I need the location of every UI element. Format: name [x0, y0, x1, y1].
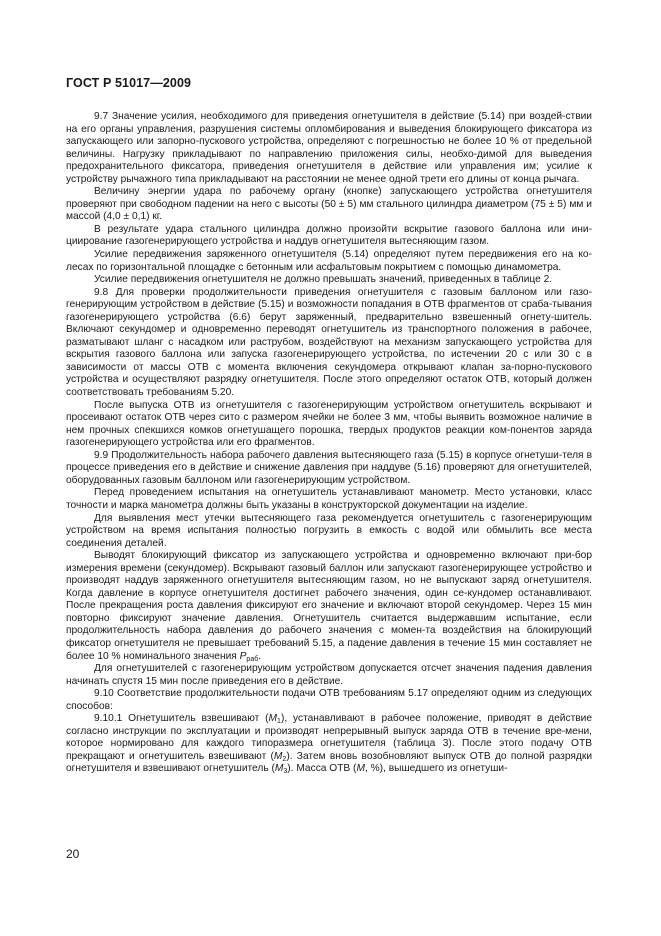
page-number: 20	[66, 847, 80, 861]
paragraph-movement-force: Усилие передвижения заряженного огнетушителя (5.14) определяют путем передвижения его на ко-лесах по горизонтальной площадке с бетонным или асфальтовым покрытием с помощью динамометра.	[66, 249, 592, 273]
mass-symbol: M	[274, 763, 284, 775]
paragraph-9-8: 9.8 Для проверки продолжительности приведения огнетушителя с газовым баллоном или газо-генерирующим устройством в действие (5.15) и возможности попадания в ОТВ фрагментов от сраба-тывания газогенерирующего устройства (6.6) берут заряженный, предварительно взвешенный огнету-шитель. Включают секундомер и одновременно переводят огнетушитель из транспортного положения в рабочее, разматывают шланг с насадком или раструбом, воздействуют на механизм запускающего устройства для вскрытия газового баллона или запуска газогенерирующего устройства, по истечении 20 с или 30 с в зависимости от массы ОТВ с момента включения секундомера открывают клапан за-порно-пускового устройства и осуществляют разрядку огнетушителя. После этого определяют остаток ОТВ, который должен соответствовать требованиям 5.20.	[66, 286, 592, 399]
paragraph-9-7: 9.7 Значение усилия, необходимого для приведения огнетушителя в действие (5.14) при воздей-ствии на его органы управления, разрушения системы опломбирования и выведения блокирующего фиксатора из запускающего или запорно-пускового устройства, определяют с погрешностью не более 10 % от предельной величины. Нагрузку прикладывают по направлению приложения силы, необхо-димой для выведения предохранительного фиксатора, приведения огнетушителя в действие или управления им; усилие к устройству рычажного типа прикладывают на расстоянии не менее одной трети его длины от конца рычага.	[66, 111, 592, 185]
mass-symbol: M	[268, 713, 278, 725]
text-segment: ). Масса ОТВ (	[287, 763, 357, 775]
pressure-symbol: P	[239, 650, 247, 662]
mass-subscript: 1	[277, 718, 281, 726]
text-segment: ), устанавливают в рабочее положение, приводят в действие согласно инструкции по эксплуатации и производят непрерывный выпуск заряда ОТВ в течение вре-мени, которое нормировано для каждого типоразмера огнетушителя (таблица 3). После этого подачу ОТВ прекращают и огнетушитель взвешивают (	[66, 713, 592, 762]
paragraph-pressure-test	[66, 550, 592, 663]
paragraph-leak-detection: Для выявления мест утечки вытесняющего газа рекомендуется огнетушитель с газогенерирующим устройством на время испытания полностью погрузить в емкость с водой или обмылить все места соединения деталей.	[66, 512, 592, 549]
mass-symbol: M	[356, 763, 365, 775]
document-body	[66, 111, 592, 776]
text-segment: ). Затем вновь возобновляют выпуск ОТВ до полной разрядки огнетушителя и взвешивают огнетушитель (	[66, 750, 593, 775]
pressure-end: .	[258, 650, 262, 662]
pressure-subscript: раб	[246, 655, 259, 663]
pressure-test-text: Выводят блокирующий фиксатор из запускающего устройства и одновременно включают при-бор измерения времени (секундомер). Вскрывают газовый баллон или запускают газогенерирующее устройство и производят наддув заряженного огнетушителя вытесняющим газом, но не выпускают заряд огнетушителя. Когда давление в корпусе огнетушителя достигнет рабочего значения, один се-кундомер останавливают. После прекращения роста давления фиксируют его значение и включают второй секундомер. Через 15 мин повторно фиксируют значение давления. Огнетушитель считается выдержавшим испытание, если продолжительность набора давления до рабочего значения с момен-та воздействия на блокирующий фиксатор огнетушителя не превышает требований 5.15, а падение давления в течение 15 мин составляет не более 10 % номинального значения	[66, 550, 592, 662]
paragraph-manometer: Перед проведением испытания на огнетушитель устанавливают манометр. Место установки, класс точности и марка манометра должны быть указаны в конструкторской документации на изделие.	[66, 487, 592, 511]
paragraph-9-9: 9.9 Продолжительность набора рабочего давления вытесняющего газа (5.15) в корпусе огнетуши-теля в процессе приведения его в действие и снижение давления при наддуве (5.16) проверяют для огнетушителей, оборудованных газовым баллоном или газогенерирующим устройством.	[66, 449, 592, 486]
paragraph-impact-energy: Величину энергии удара по рабочему органу (кнопке) запускающего устройства огнетушителя проверяют при свободном падении на него с высоты (50 ± 5) мм стального цилиндра диаметром (75 ± 5) мм и массой (4,0 ± 0,1) кг.	[66, 186, 592, 223]
paragraph-pressure-drop: Для огнетушителей с газогенерирующим устройством допускается отсчет значения падения давления начинать спустя 15 мин после приведения его в действие.	[66, 663, 592, 687]
mass-symbol: M	[273, 750, 283, 762]
text-segment: , %), вышедшего из огнетуши-	[364, 763, 508, 775]
paragraph-9-10-1	[66, 713, 592, 776]
mass-subscript: 3	[283, 768, 288, 776]
paragraph-sieve-check: После выпуска ОТВ из огнетушителя с газогенерирующим устройством огнетушитель вскрывают и просеивают остаток ОТВ через сито с размером ячейки не более 3 мм, чтобы выявить возможное наличие в нем прочных спекшихся комков огнетушащего порошка, твердых продуктов реакции ком-понентов заряда газогенерирующего устройства или его фрагментов.	[66, 399, 592, 449]
standard-header: ГОСТ Р 51017—2009	[66, 76, 192, 90]
text-segment: 9.10.1 Огнетушитель взвешивают (	[94, 713, 269, 725]
paragraph-9-10: 9.10 Соответствие продолжительности подачи ОТВ требованиям 5.17 определяют одним из следующих способов:	[66, 688, 592, 712]
paragraph-impact-result: В результате удара стального цилиндра должно произойти вскрытие газового баллона или ини-циирование газогенерирующего устройства и наддув огнетушителя вытесняющим газом.	[66, 223, 592, 248]
mass-subscript: 2	[282, 755, 287, 763]
paragraph-movement-limit: Усилие передвижения огнетушителя не должно превышать значений, приведенных в таблице 2.	[94, 274, 553, 286]
